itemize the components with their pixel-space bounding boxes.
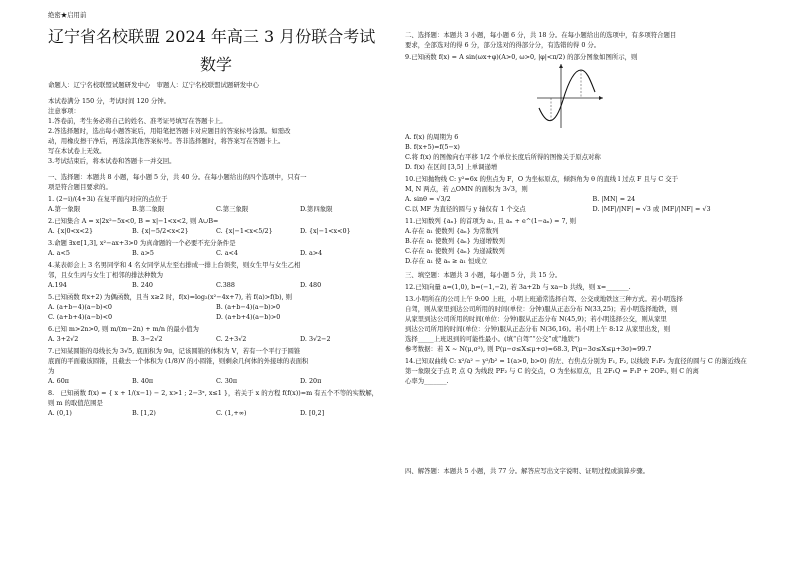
right-column [405, 6, 780, 476]
option: A.194 [48, 281, 67, 289]
option: B. f(x+5)=f(5−x) [405, 143, 460, 151]
option: A. a<5 [48, 249, 70, 257]
option: C.存在 a₁ 使数列 {aₙ} 为递减数列 [405, 247, 505, 255]
note-item: 3.考试结束后，将本试卷和答题卡一并交回。 [48, 157, 176, 165]
option: C. (a+b+4)(a−b)<0 [48, 313, 113, 321]
option: B. [1,2) [132, 409, 156, 417]
question-10-cont: M, N 两点，若 △OMN 的面积为 3√3，则 [405, 185, 528, 193]
option: B. (a+b−4)(a−b)>0 [216, 303, 281, 311]
option: D.第四象限 [300, 205, 333, 213]
option: D.存在 a₁ 使 aₙ ≥ a₁ 恒成立 [405, 257, 488, 265]
question-1: 1. (2−i)/(4+3i) 在复平面内对应的点位于 [48, 195, 168, 203]
exam-title: 辽宁省名校联盟 2024 年高三 3 月份联合考试 [48, 27, 376, 46]
option: A. 3+2√2 [48, 335, 79, 343]
question-8-cont: 则 m 的取值范围是 [48, 399, 103, 407]
sine-graph-figure [535, 62, 605, 130]
option: C.388 [216, 281, 235, 289]
option: D. [0,2] [300, 409, 325, 417]
option: A.存在 a₁ 使数列 {aₙ} 为常数列 [405, 227, 499, 235]
question-9-graph [405, 62, 780, 132]
question-6: 6.已知 m>2n>0, 则 m/(m−2n) + m/n 的最小值为 [48, 325, 199, 333]
option: A. {x|0<x<2} [48, 227, 94, 235]
question-3: 3.命题 ∃x∈[1,3], x²−ax+3>0 为真命题的一个必要不充分条件是 [48, 239, 236, 247]
note-item: 1.答卷前，考生务必将自己的姓名、准考证号填写在答题卡上。 [48, 117, 227, 125]
question-14-cont: 第一象限交于点 P, 点 Q 为线段 PF₂ 与 C 的交点，O 为坐标原点，且 2F₁Q = F₁P + 2OF₂, 则 C 的离 [405, 367, 699, 375]
question-3-options [48, 248, 384, 258]
note-item: 动，用橡皮擦干净后，再选涂其他答案标号。答非选择题时，将答案写在答题卡上。 [48, 137, 285, 145]
option: A.第一象限 [48, 205, 81, 213]
option: C. (1,+∞) [216, 409, 247, 417]
reference-data: 参考数据：若 X ~ N(μ,σ²), 则 P(μ−σ≤X≤μ+σ)≈68.3, P(μ−3σ≤X≤μ+3σ)≈99.7 [405, 345, 652, 353]
question-12: 12.已知向量 a=(1,0), b=(−1,−2), 若 3a+2b 与 xa−b 共线，则 x=_______. [405, 283, 631, 291]
option: D. (a+b+4)(a−b)>0 [216, 313, 281, 321]
option: B. 40π [132, 377, 154, 385]
notes-heading: 注意事项： [48, 107, 80, 115]
note-item: 写在本试卷上无效。 [48, 147, 106, 155]
question-14-cont: 心率为_______. [405, 377, 449, 385]
option: C. {x|−1<x<5/2} [216, 227, 273, 235]
option: D. f(x) 在区间 [3,5] 上单调递增 [405, 163, 498, 171]
question-8-options [48, 408, 384, 418]
option: A. (a+b−4)(a−b)<0 [48, 303, 113, 311]
section1-heading-cont: 项是符合题目要求的。 [48, 183, 112, 191]
option: A. (0,1) [48, 409, 72, 417]
question-4-options [48, 280, 384, 290]
section3-heading: 三、填空题：本题共 3 小题，每小题 5 分，共 15 分。 [405, 271, 562, 279]
question-1-options [48, 204, 384, 214]
option: D. 20π [300, 377, 322, 385]
option: B.存在 a₁ 使数列 {aₙ} 为递增数列 [405, 237, 505, 245]
question-5-options [48, 302, 384, 312]
section4-heading: 四、解答题：本题共 5 小题，共 77 分。解答应写出文字说明、证明过程或演算步骤。 [405, 467, 649, 475]
option: C. a<4 [216, 249, 238, 257]
question-10-options-row2 [405, 204, 780, 214]
option: A. 60π [48, 377, 70, 385]
option: C.第三象限 [216, 205, 249, 213]
question-13-cont: 自驾，则从家里到达公司所用的时间(单位：分钟)服从正态分布 N(33,25)；若小明选择地铁，则 [405, 305, 678, 313]
option: D. 3√2−2 [300, 335, 331, 343]
option: D. {x|−1<x<0} [300, 227, 351, 235]
question-13-cont: 到达公司所用的时间(单位：分钟)服从正态分布 N(36,16)。若小明上午 8:12 从家里出发，则 [405, 325, 671, 333]
question-13: 13.小明所在的公司上午 9:00 上班，小明上班通常选择自驾、公交或地铁这三种方式。若小明选择 [405, 295, 683, 303]
section2-heading: 二、选择题：本题共 3 小题，每小题 6 分，共 18 分。在每小题给出的选项中，有多项符合题目 [405, 31, 677, 39]
duration-line: 本试卷满分 150 分，考试时间 120 分钟。 [48, 97, 170, 105]
question-8: 8. 已知函数 f(x) = { x + 1/(x−1) − 2, x>1 ; 2−3ˣ, x≤1 }，若关于 x 的方程 f(f(x))=m 有五个不等的实数解， [48, 389, 379, 397]
option: D. a>4 [300, 249, 323, 257]
option: D. 480 [300, 281, 322, 289]
exam-subject: 数学 [199, 55, 232, 74]
question-7-options [48, 376, 384, 386]
question-2-options [48, 226, 384, 236]
question-5: 5.已知函数 f(x+2) 为偶函数，且当 x≥2 时，f(x)=log₂(x²−4x+7), 若 f(a)>f(b), 则 [48, 293, 293, 301]
question-6-options [48, 334, 384, 344]
authors-line: 命题人：辽宁名校联盟试题研发中心 审题人：辽宁名校联盟试题研发中心 [48, 81, 259, 89]
question-7-cont: 为 [48, 367, 55, 375]
section1-heading: 一、选择题：本题共 8 小题，每小题 5 分，共 40 分。在每小题给出的四个选项中，只有一 [48, 173, 307, 181]
option: D. |MF|/|NF| = √3 或 |MF|/|NF| = √3 [592, 205, 711, 213]
question-4-cont: 邻，且女生丙与女生丁相邻的排法种数为 [48, 271, 164, 279]
question-10-options [405, 194, 780, 204]
question-7: 7.已知某圆锥的母线长为 3√5, 底面积为 9π，记该圆锥的体积为 V，若有一个平行于圆锥 [48, 347, 301, 355]
option: C. 2+3√2 [216, 335, 247, 343]
section2-heading-cont: 要求，全部选对的得 6 分，部分选对的得部分分，有选错的得 0 分。 [405, 41, 601, 49]
note-item: 2.答选择题时，选出每小题答案后，用铅笔把答题卡对应题目的答案标号涂黑。如需改 [48, 127, 291, 135]
option: B. {x|−5/2<x<2} [132, 227, 189, 235]
question-9: 9.已知函数 f(x) = A sin(ωx+φ)(A>0, ω>0, |φ|<π/2) 的部分图象如图所示，则 [405, 53, 638, 61]
left-column [48, 6, 384, 418]
secret-label: 绝密★启用前 [48, 11, 87, 19]
question-10: 10.已知抛物线 C: y²=6x 的焦点为 F，O 为坐标原点，倾斜角为 θ 的直线 l 过点 F 且与 C 交于 [405, 175, 679, 183]
question-13-cont: 从家里到达公司所用的时间(单位：分钟)服从正态分布 N(45,9)；若小明选择公交，则从家里 [405, 315, 667, 323]
question-13-cont: 选择_____上班迟到的可能性最小。(填“自驾”“公交”或“地铁”) [405, 335, 580, 343]
option: B. |MN| = 24 [592, 195, 636, 203]
question-5-options-row2 [48, 312, 384, 322]
option: C.以 MF 为直径的圆与 y 轴仅有 1 个交点 [405, 205, 526, 213]
option: B. 3−2√2 [132, 335, 163, 343]
question-2: 2.已知集合 A = x|2x²−5x<0, B = x|−1<x<2, 则 A∪B= [48, 217, 219, 225]
question-4: 4.某表彰会上 3 名男同学和 4 名女同学从左至右排成一排上台领奖，则女生甲与女生乙相 [48, 261, 301, 269]
option: A. f(x) 的周期为 6 [405, 133, 459, 141]
option: C.将 f(x) 的图像向右平移 1/2 个单位长度后所得的图像关于原点对称 [405, 153, 601, 161]
option: A. sinθ = √3/2 [405, 195, 451, 203]
option: B. 240 [132, 281, 153, 289]
option: B.第二象限 [132, 205, 165, 213]
option: B. a>5 [132, 249, 154, 257]
question-11: 11.已知数列 {aₙ} 的首项为 a₁, 且 aₙ + e^(1−aₙ) = 7, 则 [405, 217, 576, 225]
question-7-cont: 底面的平面截该圆锥，且截去一个体积为 (1/8)V 的小圆锥，则剩余几何体的外接球的表面积 [48, 357, 309, 365]
option: C. 30π [216, 377, 238, 385]
question-14: 14.已知双曲线 C: x²/a² − y²/b² = 1(a>0, b>0) 的左、右焦点分别为 F₁, F₂, 以线段 F₁F₂ 为直径的圆与 C 的渐近线在 [405, 357, 747, 365]
